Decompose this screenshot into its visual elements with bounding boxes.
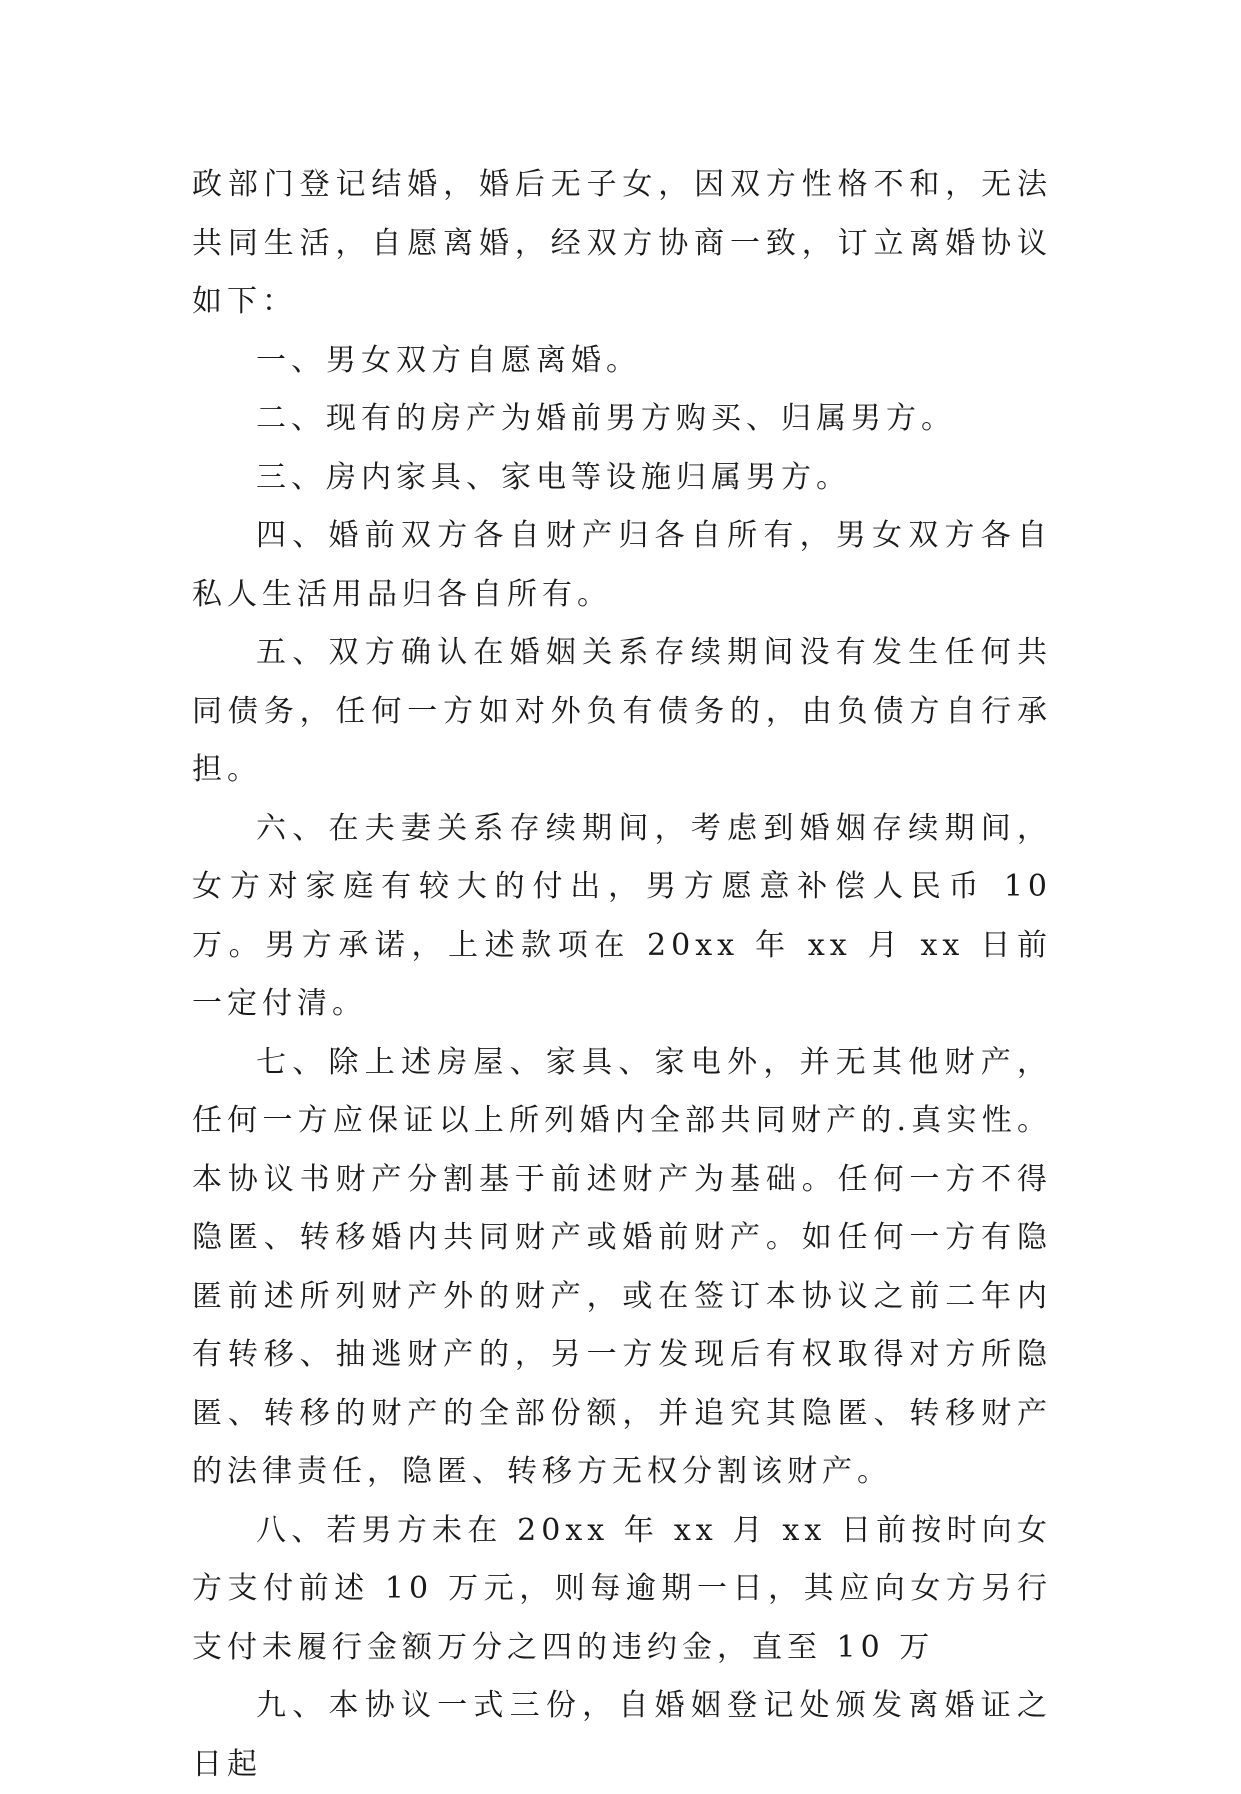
clause-1: 一、男女双方自愿离婚。: [256, 342, 641, 378]
clause-6: 六、在夫妻关系存续期间，考虑到婚姻存续期间，女方对家庭有较大的付出，男方愿意补偿人民币 10 万。男方承诺，上述款项在 20xx 年 xx 月 xx 日前一定付清。: [192, 810, 1052, 1021]
clause-2: 二、现有的房产为婚前男方购买、归属男方。: [256, 401, 956, 436]
clause-7: 七、除上述房屋、家具、家电外，并无其他财产，任何一方应保证以上所列婚内全部共同财产的.真实性。本协议书财产分割基于前述财产为基础。任何一方不得隐匿、转移婚内共同财产或婚前财产。如任何一方有隐匿前述所列财产外的财产，或在签订本协议之前二年内有转移、抽逃财产的，另一方发现后有权取得对方所隐匿、转移的财产的全部份额，并追究其隐匿、转移财产的法律责任，隐匿、转移方无权分割该财产。: [192, 1044, 1052, 1489]
clause-5: 五、双方确认在婚姻关系存续期间没有发生任何共同债务，任何一方如对外负有债务的，由负债方自行承担。: [192, 635, 1052, 787]
clause-3: 三、房内家具、家电等设施归属男方。: [256, 459, 851, 495]
paragraph-intro: 政部门登记结婚，婚后无子女，因双方性格不和，无法共同生活，自愿离婚，经双方协商一致，订立离婚协议如下：: [192, 167, 1052, 319]
document-body: [192, 156, 1052, 1794]
clause-4: 四、婚前双方各自财产归各自所有，男女双方各自私人生活用品归各自所有。: [192, 518, 1052, 612]
clause-9: 九、本协议一式三份，自婚姻登记处颁发离婚证之日起: [192, 1688, 1052, 1782]
clause-8: 八、若男方未在 20xx 年 xx 月 xx 日前按时向女方支付前述 10 万元，则每逾期一日，其应向女方另行支付未履行金额万分之四的违约金，直至 10 万: [192, 1512, 1052, 1665]
